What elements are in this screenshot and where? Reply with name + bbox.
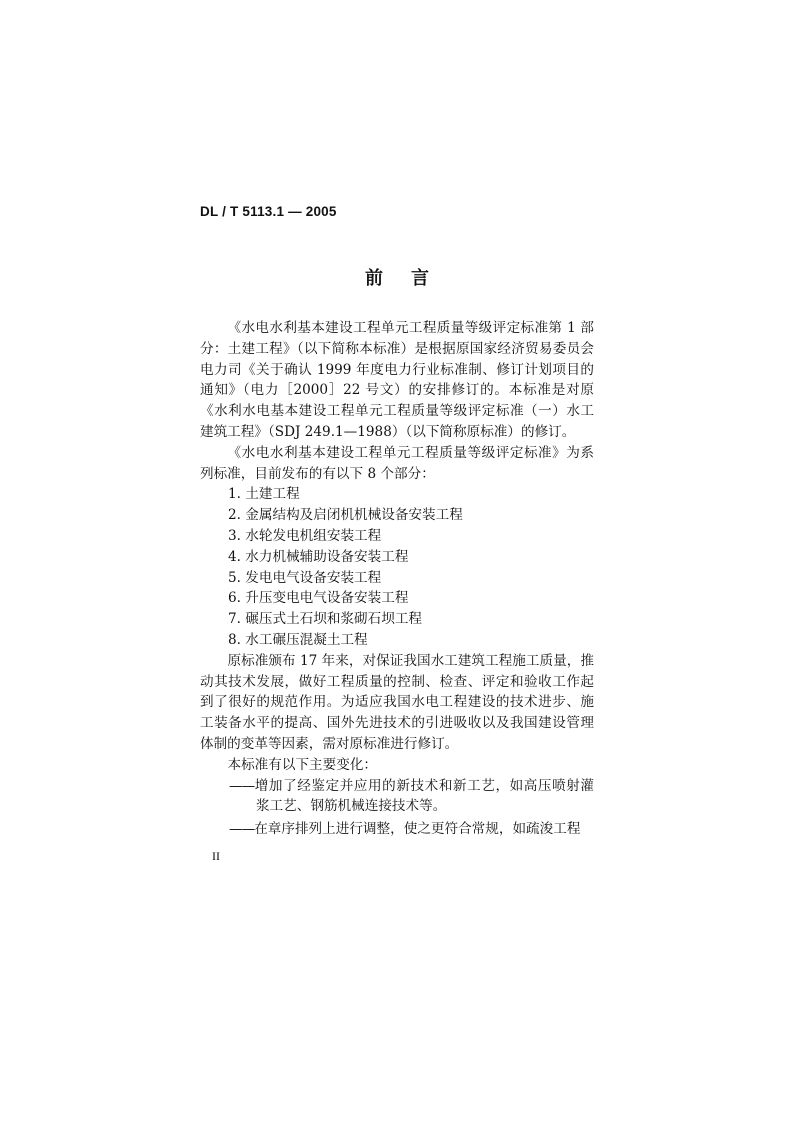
standard-code: DL / T 5113.1 — 2005 xyxy=(200,204,337,219)
change-item xyxy=(200,819,594,840)
list-item: 1. 土建工程 xyxy=(228,486,300,503)
list-item: 3. 水轮发电机组安装工程 xyxy=(228,527,382,544)
paragraph-changes-intro: 本标准有以下主要变化： xyxy=(227,756,378,773)
paragraph-series: 《水电水利基本建设工程单元工程质量等级评定标准》为系列标准，目前发布的有以下 8 个部分： xyxy=(200,444,594,482)
body-text xyxy=(200,318,594,842)
change-item-text: 在章序排列上进行调整，使之更符合常规，如疏浚工程 xyxy=(254,821,581,838)
paragraph-intro: 《水电水利基本建设工程单元工程质量等级评定标准第 1 部分：土建工程》（以下简称本标准）是根据原国家经济贸易委员会电力司《关于确认 1999 年度电力行业标准制、修订计划项目的通知》（电力［2000］22 号文）的安排修订的。本标准是对原《水利水电基本建设工程单元工程质量等级评定标准（一）水工建筑工程》（SDJ 249.1—1988）（以下简称原标准）的修订。 xyxy=(200,320,594,440)
dash-marker: —— xyxy=(229,821,255,838)
list-item: 6. 升压变电电气设备安装工程 xyxy=(228,590,409,607)
page-title: 前言 xyxy=(365,268,457,289)
parts-list xyxy=(200,484,594,650)
list-item: 8. 水工碾压混凝土工程 xyxy=(228,631,368,648)
paragraph-background: 原标准颁布 17 年来，对保证我国水工建筑工程施工质量，推动其技术发展，做好工程质量的控制、检查、评定和验收工作起到了很好的规范作用。为适应我国水电工程建设的技术进步、施工装备水平的提高、国外先进技术的引进吸收以及我国建设管理体制的变革等因素，需对原标准进行修订。 xyxy=(200,652,594,752)
list-item: 7. 碾压式土石坝和浆砌石坝工程 xyxy=(228,611,423,628)
page-number: II xyxy=(212,849,220,863)
list-item: 4. 水力机械辅助设备安装工程 xyxy=(228,548,409,565)
dash-marker: —— xyxy=(229,777,255,794)
list-item: 2. 金属结构及启闭机机械设备安装工程 xyxy=(228,507,463,524)
change-item-text: 增加了经鉴定并应用的新技术和新工艺，如高压喷射灌浆工艺、钢筋机械连接技术等。 xyxy=(254,777,594,815)
changes-list xyxy=(200,776,594,840)
list-item: 5. 发电电气设备安装工程 xyxy=(228,569,382,586)
change-item xyxy=(200,776,594,818)
